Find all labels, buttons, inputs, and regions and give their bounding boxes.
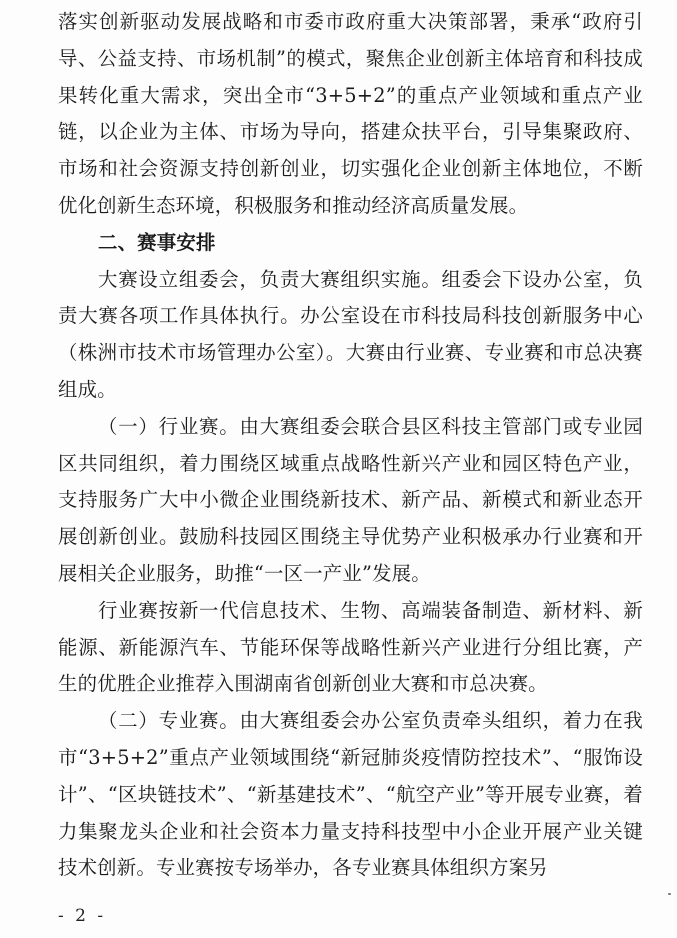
page-number: - 2 - [58, 906, 107, 926]
paragraph-industry-contest: （一）行业赛。由大赛组委会联合县区科技主管部门或专业园区共同组织，着力围绕区域重点战略性新兴产业和园区特色产业，支持服务广大中小微企业围绕新技术、新产品、新模式和新业态开展创新创业。鼓励科技园区围绕主导优势产业积极承办行业赛和开展相关企业服务，助推“一区一产业”发展。 [58, 414, 643, 585]
section-heading-schedule: 二、赛事安排 [98, 230, 216, 254]
paragraph-industry-groups: 行业赛按新一代信息技术、生物、高端装备制造、新材料、新能源、新能源汽车、节能环保等战略性新兴产业进行分组比赛，产生的优胜企业推荐入围湖南省创新创业大赛和市总决赛。 [58, 598, 643, 696]
paragraph-specialty-contest: （二）专业赛。由大赛组委会办公室负责牵头组织，着力在我市“3+5+2”重点产业领域围绕“新冠肺炎疫情防控技术”、“服饰设计”、“区块链技术”、“新基建技术”、“航空产业”等开展专业赛，着力集聚龙头企业和社会资本力量支持科技型中小企业开展产业关键技术创新。专业赛按专场举办，各专业赛具体组织方案另 [58, 709, 643, 880]
paragraph-organizing-committee: 大赛设立组委会，负责大赛组织实施。组委会下设办公室，负责大赛各项工作具体执行。办公室设在市科技局科技创新服务中心（株洲市技术市场管理办公室）。大赛由行业赛、专业赛和市总决赛组成。 [58, 267, 643, 401]
scan-speck [668, 893, 671, 895]
paragraph-continued-intro: 落实创新驱动发展战略和市委市政府重大决策部署，秉承“政府引导、公益支持、市场机制”的模式，聚焦企业创新主体培育和科技成果转化重大需求，突出全市“3+5+2”的重点产业领域和重点产业链，以企业为主体、市场为导向，搭建众扶平台，引导集聚政府、市场和社会资源支持创新创业，切实强化企业创新主体地位，不断优化创新生态环境，积极服务和推动经济高质量发展。 [58, 10, 643, 217]
document-body [58, 4, 643, 887]
